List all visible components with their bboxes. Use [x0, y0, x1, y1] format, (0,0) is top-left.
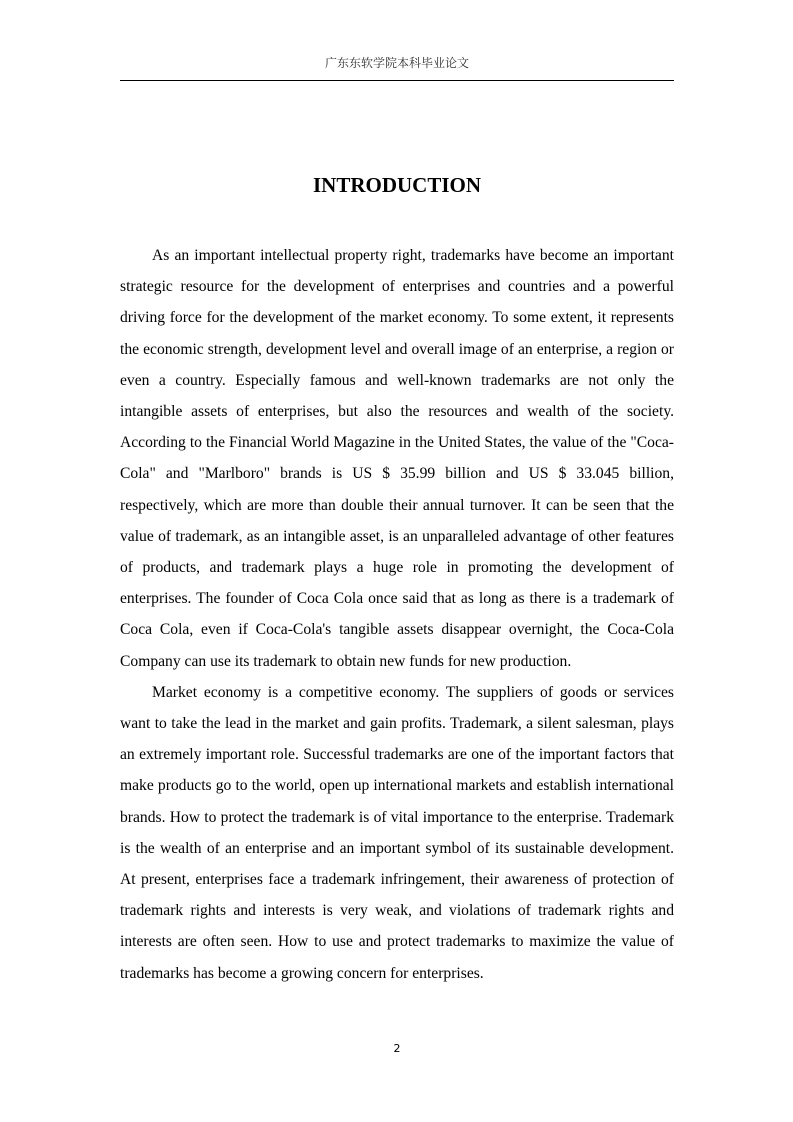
running-header: 广东东软学院本科毕业论文	[324, 56, 469, 70]
paragraph: As an important intellectual property right, trademarks have become an important strategic resource for the development of enterprises and countries and a powerful driving force for the development of the market economy. To some extent, it represents the economic strength, development level and overall image of an enterprise, a region or even a country. Especially famous and well-known trademarks are not only the intangible assets of enterprises, but also the resources and wealth of the society. According to the Financial World Magazine in the United States, the value of the "Coca-Cola" and "Marlboro" brands is US $ 35.99 billion and US $ 33.045 billion, respectively, which are more than double their annual turnover. It can be seen that the value of trademark, as an intangible asset, is an unparalleled advantage of other features of products, and trademark plays a huge role in promoting the development of enterprises. The founder of Coca Cola once said that as long as there is a trademark of Coca Cola, even if Coca-Cola's tangible assets disappear overnight, the Coca-Cola Company can use its trademark to obtain new funds for new production.	[120, 247, 674, 670]
section-title: INTRODUCTION	[312, 173, 482, 197]
paragraph: Market economy is a competitive economy. The suppliers of goods or services want to take the lead in the market and gain profits. Trademark, a silent salesman, plays an extremely important role. Successful trademarks are one of the important factors that make products go to the world, open up international markets and establish international brands. How to protect the trademark is of vital importance to the enterprise. Trademark is the wealth of an enterprise and an important symbol of its sustainable development. At present, enterprises face a trademark infringement, their awareness of protection of trademark rights and interests is very weak, and violations of trademark rights and interests are often seen. How to use and protect trademarks to maximize the value of trademarks has become a growing concern for enterprises.	[120, 683, 674, 982]
body-text	[120, 240, 674, 989]
header-divider	[120, 80, 674, 81]
page-number: 2	[393, 1042, 401, 1055]
